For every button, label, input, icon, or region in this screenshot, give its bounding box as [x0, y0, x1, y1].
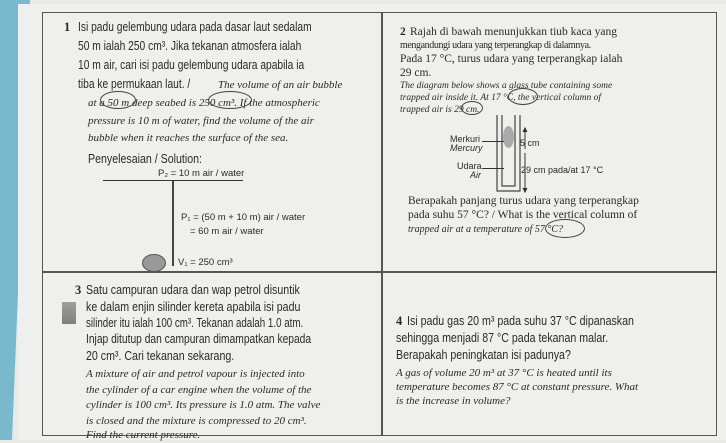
- p2-label: P₂ = 10 m air / water: [158, 168, 245, 179]
- question-number: 1: [64, 20, 71, 34]
- p1-label: P₁ = (50 m + 10 m) air / water: [181, 212, 306, 223]
- mercury-label: Merkuri: [450, 134, 481, 144]
- pen-circle: [508, 88, 538, 105]
- q3-text: Satu campuran udara dan wap petrol disuntik: [86, 283, 300, 297]
- q3-text: 20 cm³. Cari tekanan sekarang.: [86, 349, 235, 363]
- q3-translation: Find the current pressure.: [86, 429, 201, 441]
- solution-label: Penyelesaian / Solution:: [88, 152, 203, 166]
- question-number: 4: [396, 314, 403, 328]
- v1-label: V₁ = 250 cm³: [178, 257, 233, 268]
- depth-brace: [172, 181, 174, 266]
- q1-text: tiba ke permukaan laut. /: [78, 77, 191, 91]
- q1-translation: at a 50 m deep seabed is 250 cm³. If the atmospheric: [88, 97, 320, 109]
- q2-text: Rajah di bawah menunjukkan tiub kaca yang: [410, 26, 617, 38]
- question-number: 3: [75, 283, 82, 297]
- q2-translation: The diagram below shows a glass tube containing some: [400, 81, 613, 91]
- pen-circle: [100, 91, 136, 109]
- pen-circle: [208, 91, 252, 109]
- q4-translation: is the increase in volume?: [396, 395, 511, 407]
- leader-line: [482, 141, 504, 142]
- q3-text: silinder itu ialah 100 cm³. Tekanan adalah 1.0 atm.: [86, 316, 304, 330]
- q4-text: Berapakah peningkatan isi padunya?: [396, 348, 571, 362]
- q4-text: sehingga menjadi 87 °C pada tekanan malar.: [396, 331, 609, 345]
- p1-value: = 60 m air / water: [190, 226, 264, 237]
- q4-text: Isi padu gas 20 m³ pada suhu 37 °C dipanaskan: [407, 314, 634, 328]
- glass-tube-diagram: [490, 115, 560, 195]
- q1-translation: pressure is 10 m of water, find the volume of the air: [88, 115, 314, 127]
- small-logo-icon: [62, 302, 76, 324]
- pen-circle: [461, 101, 483, 115]
- air-label: Udara: [457, 161, 482, 171]
- q1-text: 10 m air, cari isi padu gelembung udara apabila ia: [78, 58, 305, 72]
- q3-text: ke dalam enjin silinder kereta apabila isi padu: [86, 300, 301, 314]
- question-number: 2: [400, 26, 406, 38]
- q1-translation: The volume of an air bubble: [218, 79, 343, 91]
- mercury-length: 5 cm: [520, 138, 540, 148]
- q3-text: Injap ditutup dan campuran dimampatkan kepada: [86, 332, 312, 346]
- q3-translation: the cylinder of a car engine when the volume of the: [86, 384, 312, 396]
- q2-text: mengandungi udara yang terperangkap di dalamnya.: [400, 40, 591, 51]
- q1-translation: bubble when it reaches the surface of the sea.: [88, 132, 289, 144]
- air-length: 29 cm pada/at 17 °C: [521, 165, 604, 175]
- air-bubble: [142, 254, 166, 272]
- q2-text: 29 cm.: [400, 67, 432, 79]
- q2-text: Pada 17 °C, turus udara yang terperangkap ialah: [400, 53, 623, 65]
- q1-text: 50 m ialah 250 cm³. Jika tekanan atmosfera ialah: [78, 39, 302, 53]
- mercury-label-en: Mercury: [450, 143, 483, 153]
- q3-translation: cylinder is 100 cm³. Its pressure is 1.0 atm. The valve: [86, 399, 321, 411]
- q2-question: pada suhu 57 °C? / What is the vertical column of: [408, 209, 638, 221]
- q3-translation: A mixture of air and petrol vapour is injected into: [86, 368, 305, 380]
- leader-line: [482, 168, 504, 169]
- q4-translation: temperature becomes 87 °C at constant pressure. What: [396, 381, 639, 393]
- q2-question: trapped air at a temperature of 57 °C?: [408, 224, 564, 235]
- air-label-en: Air: [470, 170, 481, 180]
- q1-text: Isi padu gelembung udara pada dasar laut sedalam: [78, 20, 312, 34]
- q4-translation: A gas of volume 20 m³ at 37 °C is heated until its: [396, 367, 612, 379]
- mercury-column: [503, 126, 514, 148]
- pen-circle: [545, 219, 585, 238]
- q2-question: Berapakah panjang turus udara yang terperangkap: [408, 195, 639, 207]
- q2-translation: trapped air inside it. At 17 °C, the vertical column of: [400, 93, 601, 103]
- q2-translation: trapped air is 29 cm.: [400, 105, 480, 115]
- q3-translation: is closed and the mixture is compressed to 20 cm³.: [86, 415, 307, 427]
